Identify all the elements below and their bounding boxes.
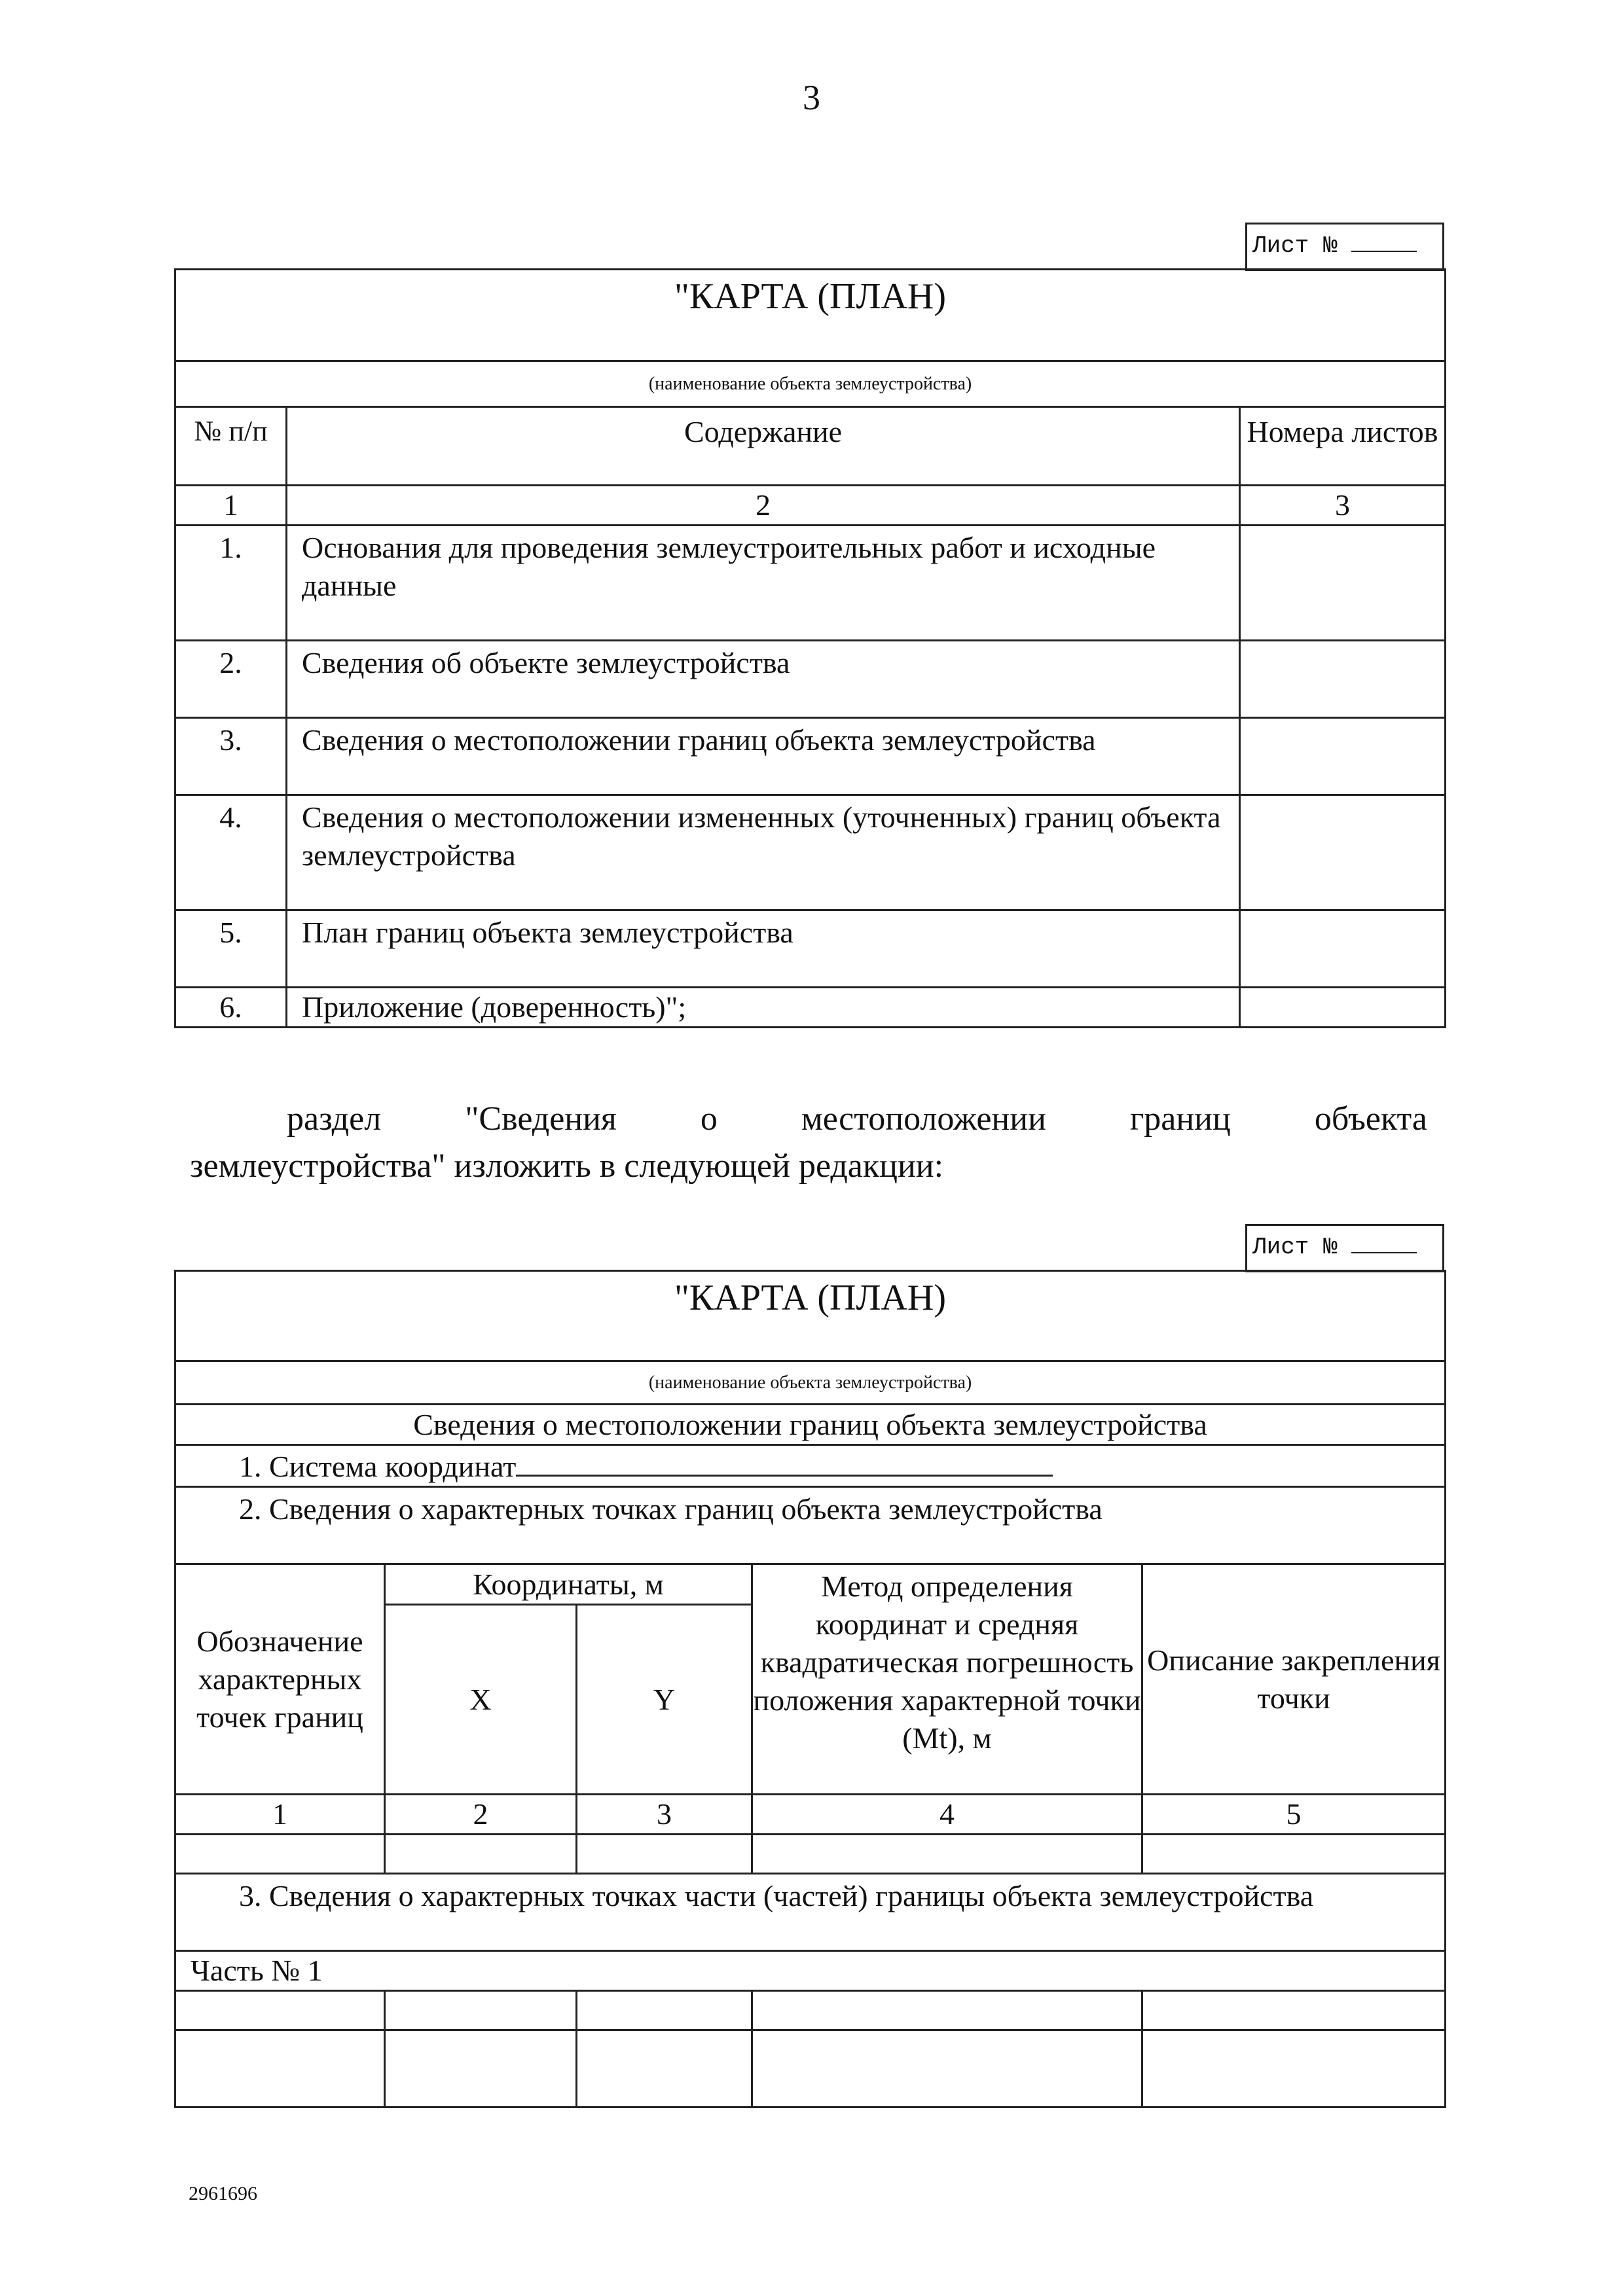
empty-cell <box>752 2030 1142 2108</box>
table-row <box>175 641 1446 718</box>
empty-cell <box>752 1835 1142 1874</box>
parts-heading: 3. Сведения о характерных точках части (частей) границы объекта землеустройства <box>175 1874 1446 1951</box>
table-row <box>175 910 1446 988</box>
empty-cell <box>385 1991 577 2030</box>
row-num: 3. <box>175 718 287 795</box>
row-sheets <box>1240 526 1446 641</box>
table-row <box>175 795 1446 910</box>
col-number-5: 5 <box>1142 1795 1446 1835</box>
row-num: 1. <box>175 526 287 641</box>
row-sheets <box>1240 795 1446 910</box>
table-row <box>175 1835 1446 1874</box>
row-sheets <box>1240 988 1446 1028</box>
footer-code: 2961696 <box>189 2183 257 2204</box>
row-text: Сведения об объекте землеустройства <box>287 641 1240 718</box>
coord-system-label: 1. Система координат <box>239 1450 517 1483</box>
row-num: 4. <box>175 795 287 910</box>
section-title: Сведения о местоположении границ объекта землеустройства <box>175 1405 1446 1445</box>
row-sheets <box>1240 910 1446 988</box>
header-sheets: Номера листов <box>1240 407 1446 486</box>
paragraph-word: объекта <box>1314 1100 1427 1138</box>
empty-cell <box>752 1991 1142 2030</box>
table-row <box>175 526 1446 641</box>
row-text: Сведения о местоположении границ объекта землеустройства <box>287 718 1240 795</box>
table-row <box>175 718 1446 795</box>
row-text: Основания для проведения землеустроительных работ и исходные данные <box>287 526 1240 641</box>
sheet-number-box-2 <box>1245 1224 1444 1272</box>
paragraph-word: о <box>700 1100 718 1138</box>
row-num: 6. <box>175 988 287 1028</box>
empty-cell <box>1142 1835 1446 1874</box>
sheet-number-blank <box>1351 224 1417 252</box>
coord-system-row <box>175 1445 1446 1487</box>
paragraph-line-2: землеустройства" изложить в следующей редакции: <box>190 1147 944 1185</box>
table1-caption: (наименование объекта землеустройства) <box>175 361 1446 407</box>
row-num: 2. <box>175 641 287 718</box>
paragraph-word: местоположении <box>801 1100 1046 1138</box>
empty-cell <box>385 2030 577 2108</box>
paragraph-word: раздел <box>287 1100 382 1138</box>
col-number-1: 1 <box>175 486 287 526</box>
col-number-2: 2 <box>287 486 1240 526</box>
header-description: Описание закрепления точки <box>1142 1564 1446 1795</box>
header-method: Метод определения координат и средняя квадратическая погрешность положения характерной точки (Mt), м <box>752 1564 1142 1795</box>
empty-cell <box>577 2030 752 2108</box>
amendment-paragraph <box>190 1096 1427 1190</box>
sheet-number-box <box>1245 223 1444 271</box>
col-number-4: 4 <box>752 1795 1142 1835</box>
empty-cell <box>175 1835 385 1874</box>
header-coordinates: Координаты, м <box>385 1564 752 1605</box>
paragraph-word: границ <box>1129 1100 1231 1138</box>
row-text: Приложение (доверенность)"; <box>287 988 1240 1028</box>
empty-cell <box>385 1835 577 1874</box>
col-number-3: 3 <box>1240 486 1446 526</box>
header-content: Содержание <box>287 407 1240 486</box>
empty-cell <box>577 1835 752 1874</box>
col-number-1: 1 <box>175 1795 385 1835</box>
table-row <box>175 2030 1446 2108</box>
part-label: Часть № 1 <box>175 1951 1446 1991</box>
empty-cell <box>1142 1991 1446 2030</box>
contents-table <box>174 268 1446 1028</box>
col-number-3: 3 <box>577 1795 752 1835</box>
header-x: X <box>385 1605 577 1795</box>
sheet-number-label: Лист № <box>1252 232 1338 259</box>
paragraph-word: "Сведения <box>465 1100 617 1138</box>
header-point-designation: Обозначение характерных точек границ <box>175 1564 385 1795</box>
empty-cell <box>577 1991 752 2030</box>
header-num: № п/п <box>175 407 287 486</box>
sheet-number-blank <box>1351 1226 1417 1253</box>
boundaries-table <box>174 1270 1446 2108</box>
row-num: 5. <box>175 910 287 988</box>
col-number-2: 2 <box>385 1795 577 1835</box>
coord-system-blank <box>516 1446 1053 1477</box>
page-number: 3 <box>803 78 820 117</box>
row-sheets <box>1240 718 1446 795</box>
empty-cell <box>175 1991 385 2030</box>
paragraph-line-1 <box>190 1096 1427 1143</box>
empty-cell <box>1142 2030 1446 2108</box>
table1-title: "КАРТА (ПЛАН) <box>175 270 1446 361</box>
table2-caption: (наименование объекта землеустройства) <box>175 1361 1446 1405</box>
row-sheets <box>1240 641 1446 718</box>
row-text: Сведения о местоположении измененных (уточненных) границ объекта землеустройства <box>287 795 1240 910</box>
sheet-number-label: Лист № <box>1252 1234 1338 1261</box>
empty-cell <box>175 2030 385 2108</box>
row-text: План границ объекта землеустройства <box>287 910 1240 988</box>
table2-title: "КАРТА (ПЛАН) <box>175 1271 1446 1361</box>
header-y: Y <box>577 1605 752 1795</box>
points-heading: 2. Сведения о характерных точках границ объекта землеустройства <box>175 1487 1446 1564</box>
table-row <box>175 988 1446 1028</box>
table-row <box>175 1991 1446 2030</box>
